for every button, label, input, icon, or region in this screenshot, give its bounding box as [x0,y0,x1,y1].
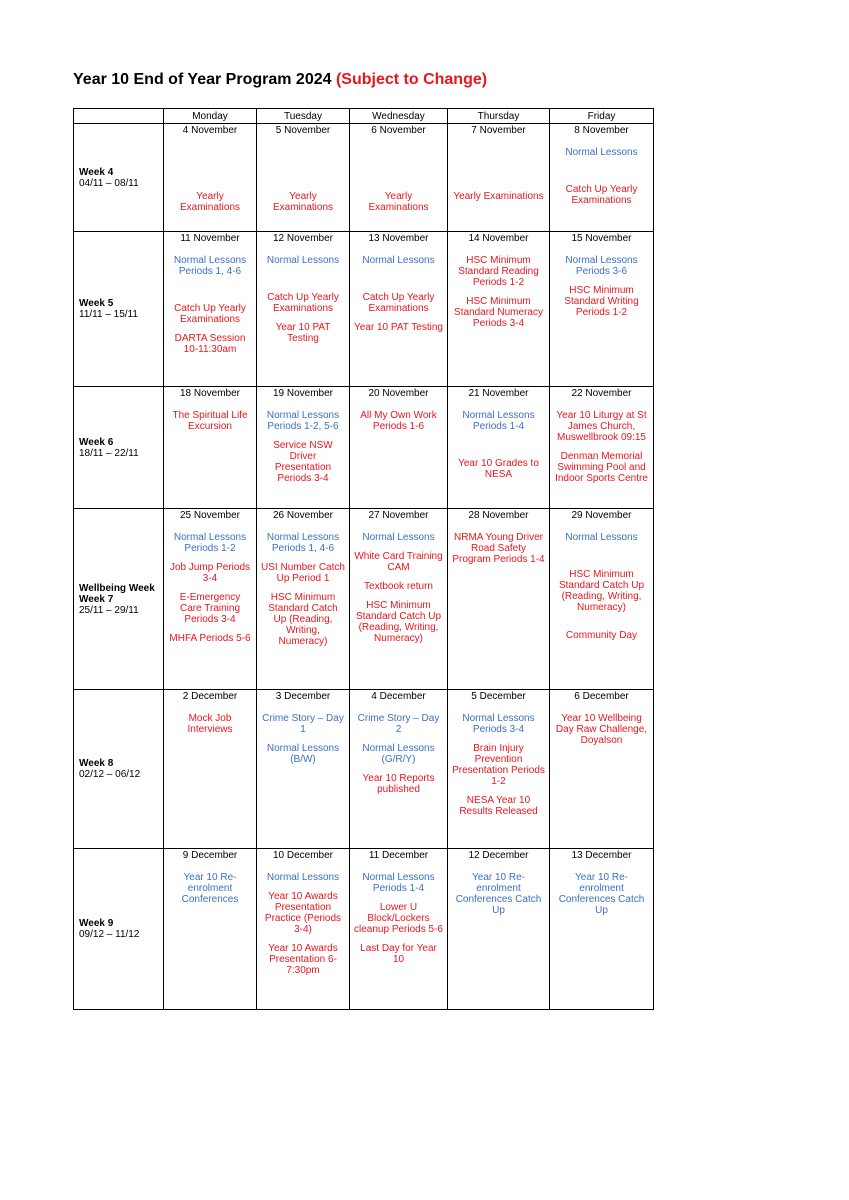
day-cell-wednesday [350,509,448,690]
event-entry: Normal Lessons Periods 3-6 [565,255,638,277]
day-header-thursday: Thursday [448,109,550,124]
day-cell-friday [550,124,654,232]
week-label-cell [74,509,164,690]
event-entry: All My Own Work Periods 1-6 [360,410,437,432]
event-entry: Lower U Block/Lockers cleanup Periods 5-6 [354,902,443,935]
week-name: Week 7 [79,593,114,605]
event-entry: Yearly Examinations [368,191,429,213]
week-name: Wellbeing Week [79,582,155,594]
event-entry: Normal Lessons Periods 1-2 [173,532,247,554]
cell-date: 11 November [180,233,240,244]
cell-date: 26 November [272,510,334,521]
event-entry: Year 10 Re-enrolment Conferences Catch Up [455,872,542,916]
event-entry: Yearly Examinations [272,191,334,213]
cell-date: 12 December [468,850,529,861]
day-cell-tuesday [257,849,350,1010]
day-cell-wednesday [350,232,448,387]
cell-date: 28 November [468,510,529,521]
event-entry: Service NSW Driver Presentation Periods 3-4 [273,440,333,484]
event-entry: Catch Up Yearly Examinations [565,184,638,206]
week-label-cell [74,124,164,232]
week-row [74,232,654,387]
event-entry: Normal Lessons Periods 1-4 [362,872,435,894]
page-title [73,71,487,89]
day-cell-wednesday [350,124,448,232]
event-entry: HSC Minimum Standard Catch Up (Reading, Writing, Numeracy) [558,569,645,613]
event-entry: Normal Lessons [362,255,435,266]
cell-date: 19 November [272,388,334,399]
event-entry: White Card Training CAM [354,551,443,573]
week-date-range: 18/11 – 22/11 [79,447,139,459]
day-cell-wednesday [350,849,448,1010]
event-entry: Normal Lessons (G/R/Y) [362,743,435,765]
event-entry: Year 10 Liturgy at St James Church, Muswellbrook 09:15 [556,410,647,443]
event-entry: Year 10 Re-enrolment Conferences Catch Up [558,872,645,916]
cell-date: 12 November [272,233,334,244]
cell-date: 4 November [182,125,238,136]
event-entry: E-Emergency Care Training Periods 3-4 [179,592,241,625]
event-entry: Normal Lessons Periods 3-4 [462,713,535,735]
day-cell-tuesday [257,690,350,849]
event-entry: Year 10 Awards Presentation 6-7:30pm [268,943,338,976]
week-date-range: 11/11 – 15/11 [79,309,138,320]
event-entry: Year 10 Reports published [362,773,435,795]
cell-date: 5 November [275,125,331,136]
schedule-table [73,108,654,1010]
week-name: Week 9 [79,918,114,929]
cell-date: 22 November [571,388,632,399]
day-header-friday: Friday [550,109,654,124]
day-cell-thursday [448,509,550,690]
event-entry: HSC Minimum Standard Catch Up (Reading, Writing, Numeracy) [355,600,442,644]
day-cell-thursday [448,387,550,509]
week-row [74,387,654,509]
event-entry: Normal Lessons Periods 1-4 [462,410,535,432]
week-label-cell [74,690,164,849]
cell-date: 3 December [275,691,331,702]
event-entry: NESA Year 10 Results Released [459,795,538,817]
week-row [74,690,654,849]
cell-date: 27 November [368,510,429,521]
day-header-row [74,109,654,124]
cell-date: 13 December [571,850,632,861]
cell-date: 7 November [471,125,526,136]
week-name: Week 5 [79,298,114,309]
day-cell-monday [164,387,257,509]
event-entry: Normal Lessons Periods 1, 4-6 [173,255,247,277]
cell-date: 18 November [179,388,241,399]
event-entry: Normal Lessons [362,532,435,543]
day-cell-friday [550,232,654,387]
event-entry: Normal Lessons [266,255,340,266]
week-row [74,849,654,1010]
day-cell-tuesday [257,509,350,690]
cell-date: 9 December [182,850,238,861]
event-entry: Last Day for Year 10 [360,943,437,965]
event-entry: Year 10 Awards Presentation Practice (Periods 3-4) [264,891,342,935]
event-entry: Year 10 Wellbeing Day Raw Challenge, Doyalson [555,713,648,746]
day-cell-friday [550,849,654,1010]
day-header-monday: Monday [164,109,257,124]
day-cell-wednesday [350,387,448,509]
week-name: Week 6 [79,436,114,448]
cell-date: 15 November [571,233,632,244]
week-label-cell [74,387,164,509]
event-entry: HSC Minimum Standard Catch Up (Reading, Writing, Numeracy) [268,592,338,647]
event-entry: Denman Memorial Swimming Pool and Indoor Sports Centre [555,451,648,484]
day-cell-friday [550,509,654,690]
cell-date: 13 November [368,233,429,244]
day-cell-tuesday [257,232,350,387]
day-cell-tuesday [257,387,350,509]
day-cell-thursday [448,232,550,387]
cell-date: 20 November [368,388,429,399]
event-entry: Catch Up Yearly Examinations [174,303,246,325]
cell-date: 11 December [368,850,429,861]
event-entry: Mock Job Interviews [187,713,233,735]
event-entry: Catch Up Yearly Examinations [267,292,339,314]
event-entry: Year 10 Grades to NESA [458,458,539,480]
week-label-cell [74,849,164,1010]
day-cell-monday [164,124,257,232]
event-entry: DARTA Session 10-11:30am [174,333,246,355]
event-entry: Normal Lessons Periods 1, 4-6 [266,532,340,554]
event-entry: Yearly Examinations [179,191,241,213]
day-cell-friday [550,387,654,509]
day-cell-thursday [448,690,550,849]
event-entry: MHFA Periods 5-6 [169,633,251,644]
cell-date: 21 November [468,388,529,399]
cell-date: 10 December [272,850,334,861]
cell-date: 25 November [179,510,241,521]
event-entry: Year 10 Re-enrolment Conferences [181,872,239,905]
event-entry: Job Jump Periods 3-4 [169,562,251,584]
event-entry: Yearly Examinations [453,191,544,202]
week-date-range: 09/12 – 11/12 [79,929,140,940]
week-date-range: 02/12 – 06/12 [79,769,141,780]
day-cell-wednesday [350,690,448,849]
week-row [74,509,654,690]
day-cell-friday [550,690,654,849]
week-date-range: 25/11 – 29/11 [79,604,139,616]
day-cell-thursday [448,124,550,232]
cell-date: 6 November [371,125,426,136]
event-entry: Catch Up Yearly Examinations [362,292,435,314]
event-entry: HSC Minimum Standard Reading Periods 1-2 [458,255,539,288]
event-entry: HSC Minimum Standard Numeracy Periods 3-4 [454,296,543,329]
week-name: Week 4 [79,166,114,178]
day-cell-tuesday [257,124,350,232]
cell-date: 5 December [471,691,526,702]
day-header-wednesday: Wednesday [350,109,448,124]
event-entry: USI Number Catch Up Period 1 [261,562,345,584]
event-entry: Normal Lessons [565,532,638,543]
cell-date: 6 December [574,691,629,702]
event-entry: Normal Lessons (B/W) [266,743,340,765]
event-entry: Crime Story – Day 1 [262,713,344,735]
event-entry: HSC Minimum Standard Writing Periods 1-2 [564,285,639,318]
day-cell-thursday [448,849,550,1010]
event-entry: Community Day [565,630,638,641]
day-cell-monday [164,849,257,1010]
week-label-cell [74,232,164,387]
cell-date: 29 November [571,510,632,521]
day-cell-monday [164,509,257,690]
day-header-tuesday: Tuesday [257,109,350,124]
event-entry: Normal Lessons [266,872,340,883]
event-entry: The Spiritual Life Excursion [172,410,248,432]
event-entry: Normal Lessons Periods 1-2, 5-6 [266,410,340,432]
cell-date: 8 November [574,125,629,136]
event-entry: Year 10 PAT Testing [275,322,331,344]
cell-date: 4 December [371,691,426,702]
title-main: Year 10 End of Year Program 2024 [73,71,332,88]
cell-date: 14 November [468,233,529,244]
event-entry: Normal Lessons [565,147,638,158]
event-entry: Crime Story – Day 2 [357,713,440,735]
event-entry: Brain Injury Prevention Presentation Periods 1-2 [452,743,545,787]
event-entry: NRMA Young Driver Road Safety Program Periods 1-4 [452,532,545,565]
day-cell-monday [164,690,257,849]
event-entry: Textbook return [364,581,433,592]
week-date-range: 04/11 – 08/11 [79,177,139,189]
event-entry: Year 10 PAT Testing [354,322,443,333]
corner-cell [74,109,164,124]
week-name: Week 8 [79,758,114,769]
title-note: (Subject to Change) [335,71,488,88]
week-row [74,124,654,232]
cell-date: 2 December [182,691,238,702]
day-cell-monday [164,232,257,387]
